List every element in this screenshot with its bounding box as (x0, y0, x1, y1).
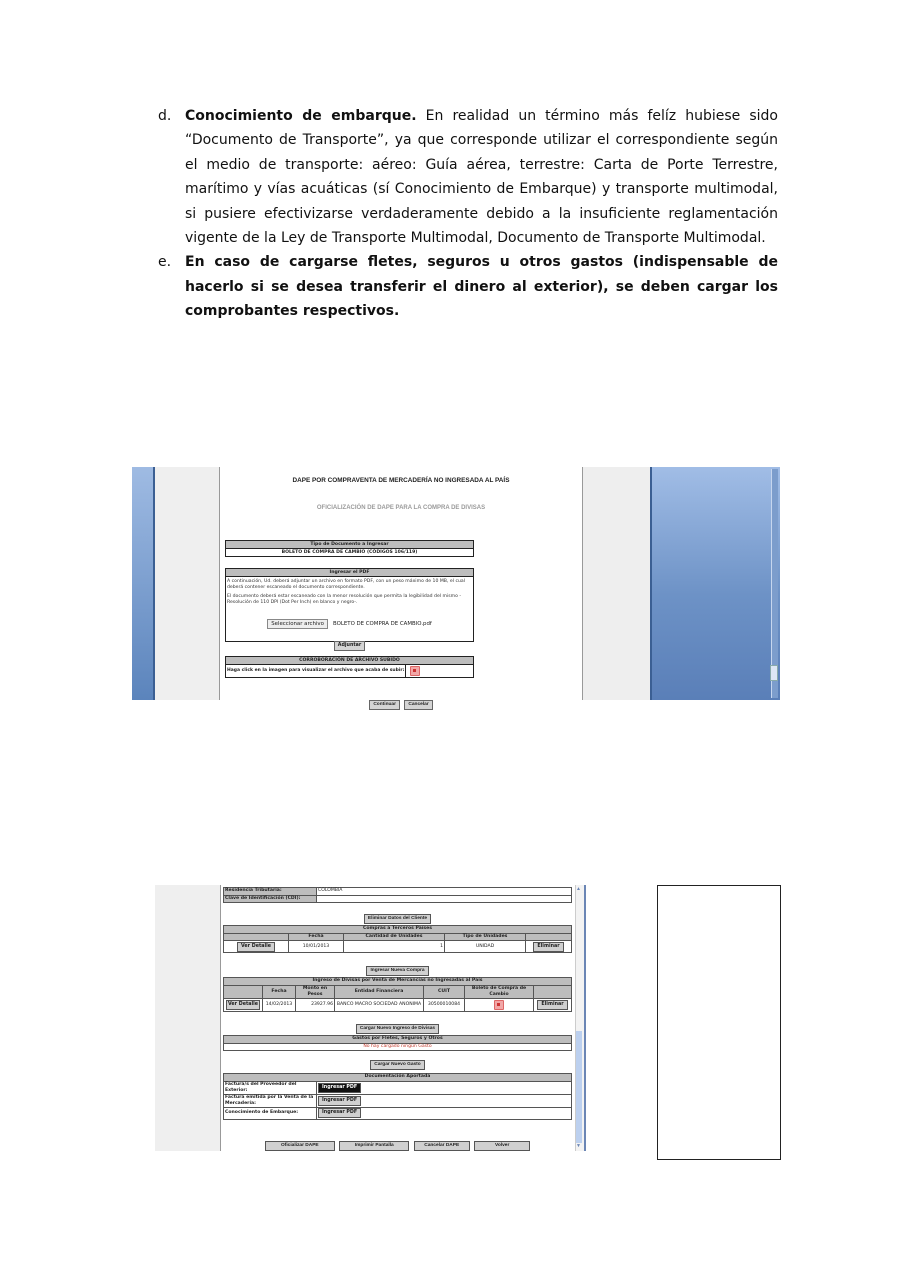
table-title: Documentación Aportada (224, 1074, 572, 1082)
amount-cell: 23927.96 (296, 998, 335, 1011)
date-cell: 14/02/2013 (263, 998, 296, 1011)
purchases-table (223, 925, 572, 953)
browser-page (220, 467, 583, 707)
add-purchase-button[interactable]: Ingresar Nueva Compra (366, 966, 428, 976)
window-frame-left (132, 467, 155, 700)
back-button[interactable]: Volver (474, 1141, 530, 1151)
doc-action-cell (317, 1094, 572, 1107)
doc-label: Factura emitida por la Venta de la Mercadería: (224, 1094, 317, 1107)
detail-cell (224, 941, 289, 953)
item-heading: Conocimiento de embarque. (185, 108, 417, 124)
screenshot-upload-pdf (132, 467, 778, 707)
add-purchase-row (223, 958, 572, 976)
upload-pdf-button[interactable]: Ingresar PDF (318, 1083, 361, 1093)
upload-pdf-button[interactable]: Ingresar PDF (318, 1108, 361, 1118)
table-title: Gastos por Fletes, Seguros y Otros (224, 1036, 572, 1044)
page-subtitle: OFICIALIZACIÓN DE DAPE PARA LA COMPRA DE DIVISAS (316, 505, 486, 511)
verification-label: Haga click en la imagen para visualizar el archivo que acaba de subir: (226, 665, 406, 677)
cuit-cell: 30500010084 (424, 998, 465, 1011)
print-screen-button[interactable]: Imprimir Pantalla (339, 1141, 409, 1151)
scrollbar-thumb[interactable] (576, 1031, 582, 1143)
table-row (224, 941, 572, 953)
file-picker-row (226, 610, 473, 629)
doc-action-cell (317, 1081, 572, 1094)
doc-action-cell (317, 1107, 572, 1119)
column-header (224, 985, 263, 998)
table-header: Tipo de Documento a Ingresar (226, 541, 473, 549)
continue-button[interactable]: Continuar (369, 700, 400, 710)
add-income-row (223, 1016, 572, 1034)
add-expense-button[interactable]: Cargar Nuevo Gasto (370, 1060, 424, 1070)
upload-pdf-table (225, 568, 474, 648)
page-title: DAPE POR COMPRAVENTA DE MERCADERÍA NO INGRESADA AL PAÍS (292, 477, 510, 484)
scrollbar-thumb[interactable] (770, 665, 778, 681)
empty-message: No hay cargado ningún Gasto (224, 1043, 572, 1051)
quantity-cell: 1 (344, 941, 445, 953)
delete-income-button[interactable]: Eliminar (537, 1000, 567, 1010)
officialize-dape-button[interactable]: Oficializar DAPE (265, 1141, 335, 1151)
upload-pdf-button[interactable]: Ingresar PDF (318, 1096, 361, 1106)
list-marker: e. (158, 254, 172, 271)
table-header: Ingresar el PDF (226, 569, 473, 577)
resolution-text: El documento deberá estar escaneado con la menor resolución que permita la legibilidad del mismo -Resolución de 110 DPI (Dot Per Inch) en blanco y negro-. (227, 594, 462, 605)
list-item-d (158, 104, 778, 250)
expenses-table (223, 1035, 572, 1051)
delete-cell (526, 941, 572, 953)
column-header: Fecha (263, 985, 296, 998)
table-title: Ingreso de Divisas por Venta de Mercancías no Ingresadas al País (224, 978, 572, 986)
cdi-label: Clave de Identificación (CDI): (224, 895, 317, 903)
date-cell: 10/01/2013 (289, 941, 344, 953)
doc-label: Conocimiento de Embarque: (224, 1107, 317, 1119)
add-income-button[interactable]: Cargar Nuevo Ingreso de Divisas (356, 1024, 439, 1034)
item-text: En realidad un término más felíz hubiese sido “Documento de Transporte”, ya que corresponde utilizar el correspondiente según el medio de transporte: aéreo: Guía aérea, terrestre: Carta de Porte Terrestre, marítimo y vías acuáticas (sí Conocimiento de Embarque) y transporte multimodal, si pusiere efectivizarse verdaderamente debido a la insuficiente reglamentación vigente de la Ley de Transporte Multimodal, Documento de Transporte Multimodal. (185, 108, 779, 247)
attach-row (226, 631, 473, 651)
cdi-value (317, 895, 572, 903)
view-detail-button[interactable]: Ver Detalle (237, 942, 275, 952)
empty-frame (657, 885, 781, 1160)
list-item-e (158, 250, 778, 323)
client-table (223, 887, 572, 903)
action-buttons (220, 692, 582, 710)
residence-label: Residencia Tributaria: (224, 888, 317, 896)
document-list (158, 104, 778, 324)
column-header: Fecha (289, 933, 344, 941)
documentation-table (223, 1073, 572, 1120)
pdf-icon[interactable] (494, 1000, 504, 1010)
screenshot-dape-summary (155, 885, 585, 1151)
delete-purchase-button[interactable]: Eliminar (533, 942, 563, 952)
document-type-value: BOLETO DE COMPRA DE CAMBIO (CÓDIGOS 106/119) (281, 550, 418, 555)
doc-label: Factura/s del Proveedor del Exterior: (224, 1081, 317, 1094)
table-row (224, 998, 572, 1011)
select-file-button[interactable]: Seleccionar archivo (267, 619, 328, 629)
delete-cell (534, 998, 572, 1011)
table-row (224, 1107, 572, 1119)
currency-income-table (223, 977, 572, 1012)
delete-client-row (223, 906, 572, 924)
column-header: Boleto de Compra de Cambio (465, 985, 534, 998)
window-frame-right (650, 467, 780, 700)
instructions-text: A continuación, Ud. deberá adjuntar un archivo en formato PDF, con un peso máximo de 10 MB, el cual deberá contener escaneado el documento correspondiente. (227, 579, 465, 590)
column-header: Tipo de Unidades (445, 933, 526, 941)
detail-cell (224, 998, 263, 1011)
scrollbar[interactable] (771, 469, 778, 698)
page-margin-right (583, 467, 650, 700)
list-marker: d. (158, 108, 172, 124)
item-heading: En caso de cargarse fletes, seguros u otros gastos (indispensable de hacerlo si se desea transferir el dinero al exterior), se deben cargar los comprobantes respectivos. (185, 254, 778, 320)
column-header: Cantidad de Unidades (344, 933, 445, 941)
column-header (534, 985, 572, 998)
residence-value: COLOMBIA (317, 888, 572, 896)
receipt-cell (465, 998, 534, 1011)
browser-page (221, 885, 575, 1151)
table-row (224, 1094, 572, 1107)
page-margin-left (155, 885, 221, 1151)
upload-verification-table (225, 656, 474, 678)
table-title: Compras a Terceros Países (224, 926, 572, 934)
column-header (224, 933, 289, 941)
cancel-button[interactable]: Cancelar (404, 700, 432, 710)
scroll-down-arrow-icon[interactable]: ▼ (576, 1143, 581, 1149)
verification-row (226, 665, 473, 677)
scroll-up-arrow-icon[interactable]: ▲ (576, 886, 581, 892)
attach-button[interactable]: Adjuntar (334, 641, 366, 651)
view-detail-button[interactable]: Ver Detalle (226, 1000, 260, 1010)
selected-file-name: BOLETO DE COMPRA DE CAMBIO.pdf (333, 621, 432, 627)
column-header: Entidad Financiera (335, 985, 424, 998)
column-header: CUIT (424, 985, 465, 998)
page-margin-left (155, 467, 220, 700)
delete-client-button[interactable]: Eliminar Datos del Cliente (364, 914, 431, 924)
document-type-table (225, 540, 474, 557)
unit-type-cell: UNIDAD (445, 941, 526, 953)
cancel-dape-button[interactable]: Cancelar DAPE (414, 1141, 470, 1151)
column-header: Monto en Pesos (296, 985, 335, 998)
table-header: CORROBORACIÓN DE ARCHIVO SUBIDO (226, 657, 473, 665)
pdf-icon[interactable] (410, 666, 420, 676)
column-header (526, 933, 572, 941)
footer-buttons (223, 1133, 572, 1151)
bank-cell: BANCO MACRO SOCIEDAD ANONIMA (335, 998, 424, 1011)
table-row (224, 1081, 572, 1094)
add-expense-row (223, 1052, 572, 1070)
